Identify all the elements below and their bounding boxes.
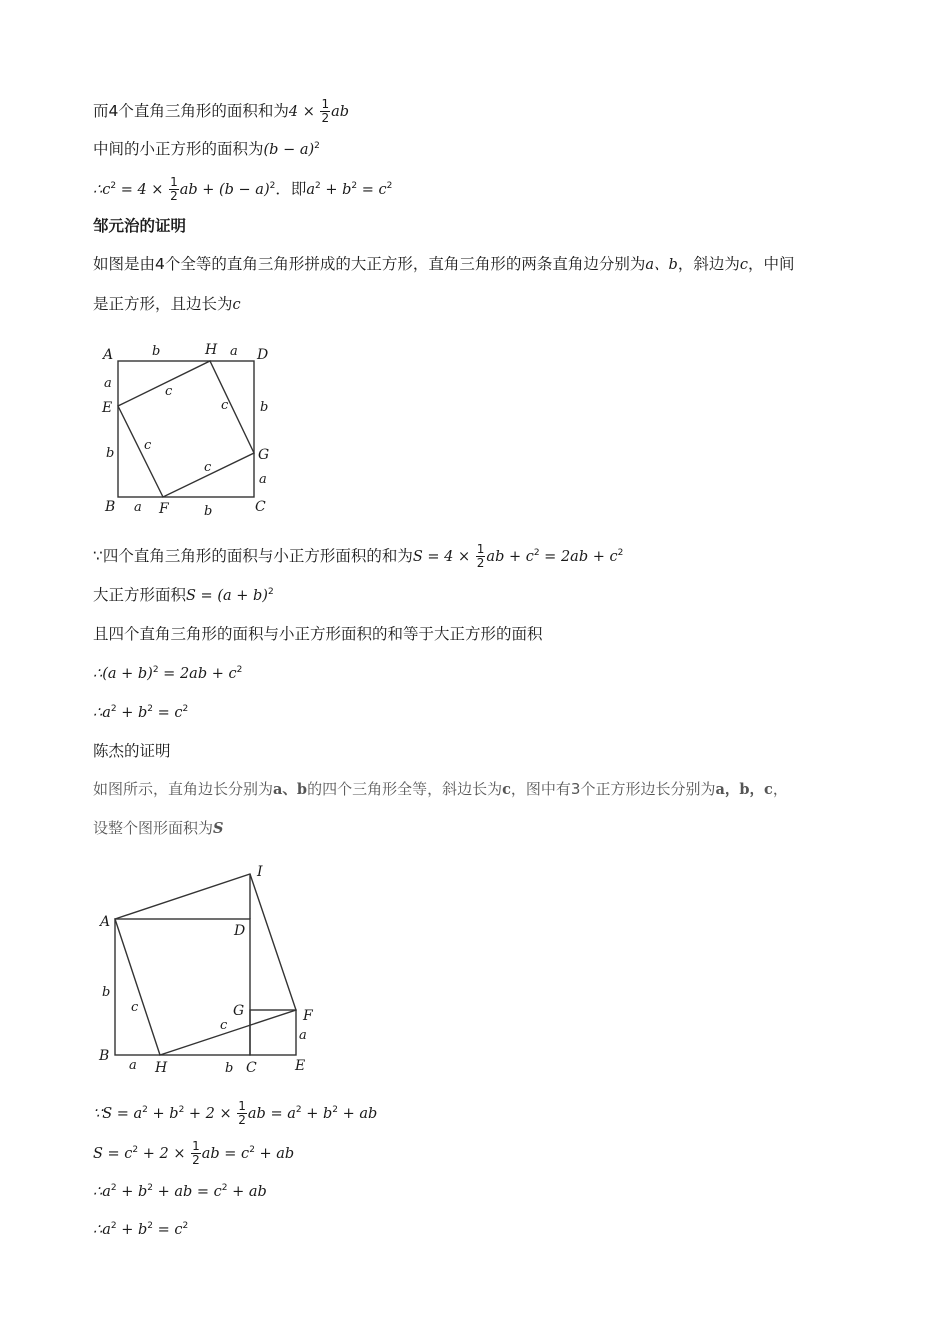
hyp-label-c-4: c: [204, 460, 212, 475]
exponent: 2: [147, 1183, 153, 1193]
label-H: H: [155, 1060, 168, 1076]
exponent: 2: [110, 1183, 117, 1193]
exponent: 2: [110, 181, 117, 191]
exponent: 2: [267, 587, 274, 597]
exponent: 2: [236, 665, 243, 675]
side-label-c-left: c: [131, 1000, 139, 1015]
math: c: [739, 257, 748, 273]
small-square-area-line: [93, 138, 320, 161]
fraction-half: [237, 1100, 247, 1127]
math: = c: [153, 1222, 183, 1238]
label-C: C: [255, 499, 266, 515]
label-G: G: [233, 1003, 245, 1019]
label-E: E: [102, 400, 113, 416]
math: ab + (b − a): [179, 182, 270, 198]
chen-description-line-1: [93, 770, 853, 809]
side-label-a-right: a: [259, 472, 267, 487]
label-D: D: [234, 923, 246, 939]
numerator: 1: [476, 542, 485, 556]
math: ∴a: [93, 1184, 111, 1200]
outer-square: [118, 361, 254, 497]
math: + ab = c: [153, 1184, 222, 1200]
exponent: 2: [110, 1221, 117, 1231]
square-c: [115, 874, 296, 1055]
math: = 4 ×: [116, 182, 169, 198]
math: a、b: [645, 257, 678, 273]
label-B: B: [105, 499, 116, 515]
exponent: 2: [315, 181, 321, 191]
math: + ab: [337, 1106, 378, 1122]
zou-line-4: [93, 662, 242, 685]
text: 大正方形面积: [93, 586, 187, 604]
fraction-half: [191, 1140, 201, 1167]
numerator: 1: [192, 1139, 200, 1153]
denominator: 2: [192, 1153, 200, 1167]
square-b: [115, 919, 250, 1055]
fraction-half: [476, 543, 486, 570]
exponent: 2: [295, 1105, 302, 1115]
label-A: A: [100, 914, 111, 930]
label-D: D: [257, 347, 269, 363]
math: S: [213, 820, 224, 837]
side-label-b-left: b: [102, 985, 111, 1000]
math: ab = a: [247, 1106, 296, 1122]
label-F: F: [159, 501, 169, 517]
exponent: 2: [617, 548, 624, 558]
math: ab + c: [486, 549, 534, 565]
math: c: [502, 781, 511, 798]
label-A: A: [103, 347, 114, 363]
side-label-a-bottom: a: [134, 500, 142, 515]
exponent: 2: [110, 704, 117, 714]
label-F: F: [303, 1008, 313, 1024]
exponent: 2: [152, 665, 159, 675]
zou-square-figure: [95, 335, 285, 525]
math: ∴a: [93, 705, 111, 721]
math: = 2ab + c: [539, 549, 618, 565]
side-label-a-left: a: [104, 376, 112, 391]
exponent: 2: [386, 181, 393, 191]
exponent: 2: [182, 1221, 189, 1231]
exponent: 2: [269, 181, 276, 191]
math: a，b，c: [715, 781, 773, 798]
zou-line-5: [93, 701, 188, 724]
math: ab = c: [201, 1146, 250, 1162]
side-label-c-bottom: c: [220, 1018, 228, 1033]
math: = 2ab + c: [158, 666, 237, 682]
math: = c: [357, 182, 387, 198]
math: ∴c: [93, 182, 111, 198]
side-label-b-top: b: [152, 344, 161, 359]
exponent: 2: [314, 141, 320, 151]
side-label-a-top: a: [230, 344, 238, 359]
label-G: G: [258, 447, 270, 463]
label-B: B: [99, 1048, 110, 1064]
math: + b: [116, 1184, 148, 1200]
chen-description-line-2: [93, 809, 853, 848]
exponent: 2: [178, 1105, 185, 1115]
fraction-half: [320, 98, 330, 125]
math: 4 ×: [288, 104, 320, 120]
chen-eq-3: [93, 1180, 267, 1203]
math: + b: [116, 705, 148, 721]
text: ∵四个直角三角形的面积与小正方形面积的和为: [93, 547, 413, 565]
exponent: 2: [249, 1145, 255, 1155]
exponent: 2: [147, 704, 153, 714]
math: + ab: [254, 1146, 295, 1162]
side-label-b-left: b: [106, 446, 115, 461]
fraction-half: [169, 176, 179, 203]
math: ∵S = a: [93, 1106, 143, 1122]
math: + ab: [227, 1184, 267, 1200]
label-H: H: [205, 342, 218, 358]
side-label-a-bottom: a: [129, 1058, 137, 1073]
zou-heading: 邹元治的证明: [93, 217, 187, 235]
zou-line-1: [93, 543, 623, 570]
math: + b: [301, 1106, 333, 1122]
zou-line-2: [93, 584, 274, 607]
math: S = (a + b): [186, 588, 268, 604]
text: 中间的小正方形的面积为: [93, 140, 264, 158]
zou-description-line-1: [93, 245, 853, 285]
math: a: [306, 182, 316, 198]
hyp-label-c-2: c: [221, 398, 229, 413]
math: = c: [153, 705, 183, 721]
zou-line-3: 且四个直角三角形的面积与小正方形面积的和等于大正方形的面积: [93, 625, 543, 643]
label-C: C: [246, 1060, 257, 1076]
inner-square: [118, 361, 254, 497]
zou-description: [93, 245, 853, 325]
side-label-b-right: b: [260, 400, 269, 415]
numerator: 1: [238, 1099, 246, 1113]
text: 设整个图形面积为: [93, 819, 214, 837]
hyp-label-c-3: c: [144, 438, 152, 453]
conclusion-line: [93, 176, 392, 203]
square-a: [250, 1010, 296, 1055]
exponent: 2: [221, 1183, 228, 1193]
math: (b − a): [263, 142, 315, 158]
text: ，: [772, 780, 788, 798]
chen-eq-4: [93, 1218, 188, 1241]
exponent: 2: [132, 1145, 139, 1155]
denominator: 2: [170, 189, 178, 203]
area-sum-line: [93, 98, 349, 125]
denominator: 2: [321, 111, 330, 125]
side-label-b-bottom: b: [204, 504, 213, 519]
exponent: 2: [533, 548, 540, 558]
chen-eq-2: [93, 1140, 294, 1167]
math: S = 4 ×: [412, 549, 475, 565]
text: 而4个直角三角形的面积和为: [93, 102, 289, 120]
label-I: I: [257, 864, 263, 880]
math: S = c: [93, 1146, 133, 1162]
math: + b: [147, 1106, 179, 1122]
math: ∴a: [93, 1222, 111, 1238]
math: a、b: [273, 781, 308, 798]
exponent: 2: [182, 704, 189, 714]
side-label-b-bottom: b: [225, 1061, 234, 1076]
math: + b: [116, 1222, 148, 1238]
numerator: 1: [321, 97, 330, 111]
numerator: 1: [170, 175, 178, 189]
text: ，斜边为: [677, 255, 740, 273]
exponent: 2: [147, 1221, 153, 1231]
math: ∴(a + b): [93, 666, 153, 682]
label-E: E: [295, 1058, 306, 1074]
exponent: 2: [351, 181, 358, 191]
exponent: 2: [142, 1105, 148, 1115]
math: + b: [320, 182, 352, 198]
chen-eq-1: [93, 1100, 377, 1127]
side-label-a-right: a: [299, 1028, 307, 1043]
text: 是正方形，且边长为: [93, 295, 233, 313]
math: + 2 ×: [138, 1146, 191, 1162]
denominator: 2: [238, 1113, 246, 1127]
hyp-label-c-1: c: [165, 384, 173, 399]
text: ．即: [275, 180, 307, 198]
text: 的四个三角形全等，斜边长为: [307, 780, 503, 798]
denominator: 2: [476, 556, 485, 570]
text: 如图是由4个全等的直角三角形拼成的大正方形，直角三角形的两条直角边分别为: [93, 255, 646, 273]
chen-heading: 陈杰的证明: [93, 742, 171, 760]
zou-description-line-2: [93, 285, 853, 325]
text: ，图中有3个正方形边长分别为: [510, 780, 716, 798]
chen-figure: [95, 858, 325, 1083]
math: ab: [331, 104, 350, 120]
exponent: 2: [332, 1105, 338, 1115]
chen-description: [93, 770, 853, 848]
text: 如图所示，直角边长分别为: [93, 780, 274, 798]
text: ，中间: [747, 255, 795, 273]
math: + 2 ×: [184, 1106, 237, 1122]
math: c: [232, 297, 241, 313]
